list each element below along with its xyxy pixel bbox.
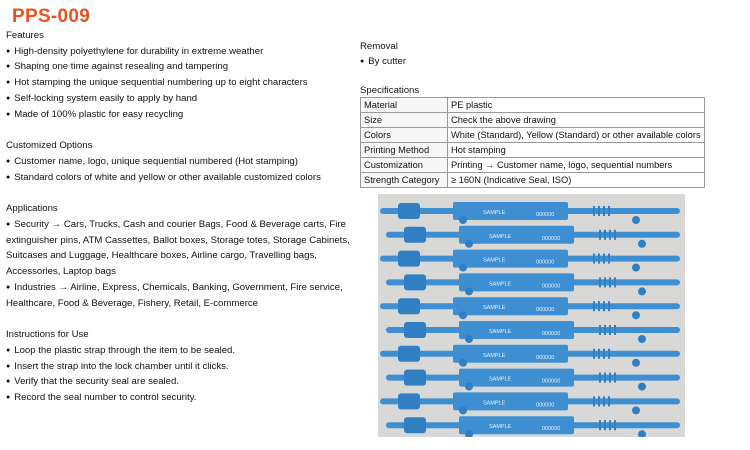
table-row [361, 143, 705, 158]
seal-sample-text: SAMPLE [483, 400, 506, 407]
spec-value: Hot stamping [448, 143, 705, 158]
seal-item [380, 202, 680, 224]
seal-ridge [604, 230, 606, 240]
customized-item: ● Customer name, logo, unique sequential numbered (Hot stamping) [6, 154, 351, 170]
seal-number-text: 000000 [542, 283, 561, 290]
seal-ridge [609, 325, 611, 335]
seal-number-text: 000000 [536, 212, 555, 218]
product-photo [378, 194, 685, 437]
spec-value: ≥ 160N (Indicative Seal, ISO) [448, 173, 705, 188]
table-row [361, 158, 705, 173]
seal-item [386, 226, 680, 248]
seal-ridge [593, 396, 595, 406]
seal-hole [465, 240, 473, 248]
applications-industries: ● Industries → Airline, Express, Chemicals, Banking, Government, Fire service, Healthcare, Food & Beverage, Fishery, Retail, E-commerce [6, 280, 351, 311]
seal-ridge [593, 206, 595, 216]
removal-item: ● By cutter [360, 54, 419, 69]
left-column [6, 28, 351, 406]
seal-sample-text: SAMPLE [489, 281, 512, 288]
seal-hole [459, 264, 467, 272]
instructions-item: ● Record the seal number to control security. [6, 390, 351, 406]
seal-hole [638, 383, 646, 391]
seal-item [380, 250, 680, 272]
seal-hole [632, 406, 640, 414]
seal-hole [459, 359, 467, 367]
seal-number-text: 000000 [542, 331, 561, 337]
features-item: ● Shaping one time against resealing and tampering [6, 59, 351, 75]
seal-hole [459, 216, 467, 224]
seal-ridge [603, 396, 605, 406]
seal-hole [638, 335, 646, 343]
seal-item [386, 273, 680, 295]
spec-label: Size [361, 113, 448, 128]
seal-number-text: 000000 [542, 235, 561, 242]
seal-ridge [609, 277, 611, 287]
specifications-heading: Specifications [360, 85, 420, 96]
seal-hole [638, 287, 646, 295]
seal-hole [632, 216, 640, 224]
seal-ridge [599, 325, 601, 335]
seal-ridge [593, 254, 595, 264]
spec-value: PE plastic [448, 98, 705, 113]
seal-ridge [598, 349, 600, 359]
seal-photo-illustration [378, 194, 685, 437]
seal-ridge [603, 349, 605, 359]
seal-ridge [599, 230, 601, 240]
features-item: ● Hot stamping the unique sequential numbering up to eight characters [6, 75, 351, 91]
seal-lock-head [398, 393, 420, 409]
seal-number-text: 000000 [536, 307, 555, 314]
seal-hole [459, 406, 467, 414]
seal-ridge [603, 301, 605, 311]
seal-lock-head [398, 251, 420, 267]
seal-lock-head [398, 298, 420, 314]
seal-ridge [609, 230, 611, 240]
seal-ridge [604, 325, 606, 335]
seal-ridge [608, 301, 610, 311]
seal-ridge [604, 373, 606, 383]
spec-label: Material [361, 98, 448, 113]
seal-hole [638, 240, 646, 248]
instructions-item: ● Verify that the security seal are sealed. [6, 374, 351, 390]
seal-number-text: 000000 [536, 354, 555, 361]
seal-ridge [604, 420, 606, 430]
seal-number-text: 000000 [536, 402, 555, 409]
seal-ridge [593, 301, 595, 311]
seal-item [386, 321, 680, 343]
spec-value: White (Standard), Yellow (Standard) or other available colors [448, 128, 705, 143]
spec-label: Colors [361, 128, 448, 143]
seal-ridge [603, 206, 605, 216]
seal-sample-text: SAMPLE [483, 210, 506, 216]
seal-hole [632, 359, 640, 367]
seal-number-text: 000000 [536, 259, 555, 266]
seal-item [380, 392, 680, 414]
seal-hole [465, 287, 473, 295]
features-item: ● High-density polyethylene for durability in extreme weather [6, 44, 351, 60]
seal-lock-head [404, 370, 426, 386]
seal-ridge [593, 349, 595, 359]
seal-ridge [608, 349, 610, 359]
seal-ridge [603, 254, 605, 264]
seal-ridge [609, 420, 611, 430]
seal-hole [638, 430, 646, 437]
applications-heading: Applications [6, 203, 58, 215]
removal-section [360, 39, 419, 98]
spec-value: Printing → Customer name, logo, sequential numbers [448, 158, 705, 173]
seal-ridge [599, 420, 601, 430]
seal-lock-head [404, 227, 426, 243]
table-row [361, 173, 705, 188]
customized-item: ● Standard colors of white and yellow or other available customized colors [6, 170, 351, 186]
seal-hole [632, 311, 640, 319]
features-item: ● Made of 100% plastic for easy recycling [6, 107, 351, 123]
seal-lock-head [404, 274, 426, 290]
seal-ridge [614, 325, 616, 335]
seal-lock-head [398, 346, 420, 362]
applications-security: ● Security → Cars, Trucks, Cash and courier Bags, Food & Beverage carts, Fire extinguisher pins, ATM Cassettes, Ballot boxes, Storage totes, Storage Cabinets, Suitcases and Luggage, Healthcare boxes, Airline cargo, Travelling bags, Accessories, Laptop bags [6, 217, 351, 280]
seal-sample-text: SAMPLE [489, 376, 512, 383]
seal-ridge [608, 254, 610, 264]
specifications-table [360, 97, 705, 188]
seal-ridge [598, 396, 600, 406]
seal-lock-head [404, 417, 426, 433]
seal-sample-text: SAMPLE [483, 305, 506, 312]
seal-ridge [609, 373, 611, 383]
seal-ridge [608, 396, 610, 406]
seal-sample-text: SAMPLE [483, 257, 506, 264]
seal-ridge [598, 206, 600, 216]
seal-number-text: 000000 [542, 378, 561, 385]
table-row [361, 113, 705, 128]
customized-heading: Customized Options [6, 140, 93, 152]
seal-sample-text: SAMPLE [489, 329, 512, 335]
seal-ridge [604, 277, 606, 287]
seal-lock-head [404, 322, 426, 338]
instructions-heading: Instructions for Use [6, 329, 89, 341]
seal-ridge [614, 420, 616, 430]
seal-item [380, 297, 680, 319]
seal-hole [465, 383, 473, 391]
seal-ridge [599, 277, 601, 287]
seal-hole [459, 311, 467, 319]
seal-ridge [608, 206, 610, 216]
spec-label: Customization [361, 158, 448, 173]
seal-ridge [598, 254, 600, 264]
seal-ridge [598, 301, 600, 311]
table-row [361, 128, 705, 143]
seal-ridge [614, 277, 616, 287]
seal-item [380, 345, 680, 367]
seal-item [386, 416, 680, 437]
seal-number-text: 000000 [542, 426, 561, 433]
removal-heading: Removal [360, 41, 398, 52]
seal-ridge [599, 373, 601, 383]
seal-hole [632, 264, 640, 272]
seal-sample-text: SAMPLE [483, 352, 506, 359]
seal-item [386, 369, 680, 391]
spec-label: Strength Category [361, 173, 448, 188]
table-row [361, 98, 705, 113]
instructions-item: ● Loop the plastic strap through the item to be sealed. [6, 343, 351, 359]
features-item: ● Self-locking system easily to apply by hand [6, 91, 351, 107]
seal-ridge [614, 230, 616, 240]
seal-lock-head [398, 203, 420, 219]
spec-label: Printing Method [361, 143, 448, 158]
seal-sample-text: SAMPLE [489, 233, 512, 240]
instructions-item: ● Insert the strap into the lock chamber until it clicks. [6, 359, 351, 375]
features-heading: Features [6, 30, 44, 41]
seal-sample-text: SAMPLE [489, 424, 512, 431]
product-title: PPS-009 [12, 6, 91, 27]
seal-hole [465, 335, 473, 343]
spec-value: Check the above drawing [448, 113, 705, 128]
seal-ridge [614, 373, 616, 383]
